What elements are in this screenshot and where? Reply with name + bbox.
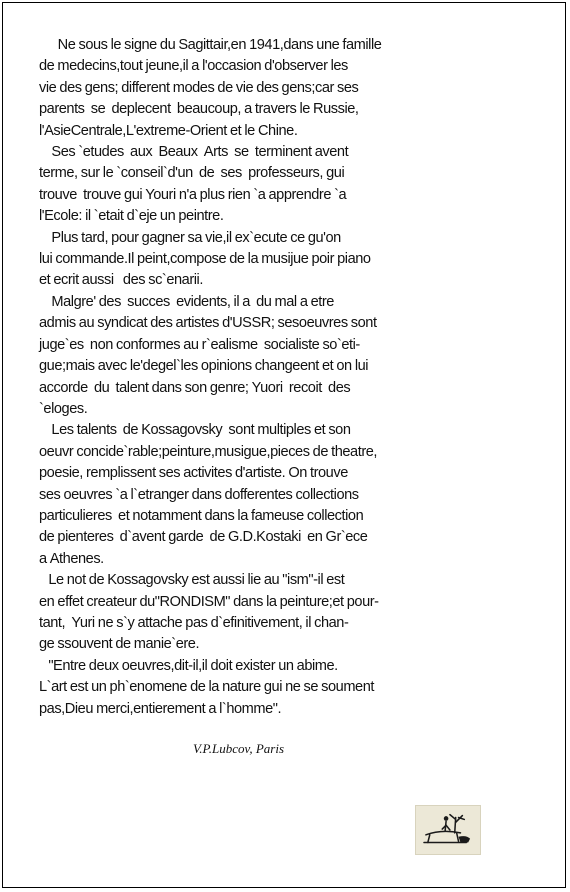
text-line: ses oeuvres `a l`etranger dans dofferentes collections xyxy=(39,486,359,503)
text-line: tant, Yuri ne s`y attache pas d`efinitivement, il chan- xyxy=(39,614,349,631)
text-line: de pienteres d`avent garde de G.D.Kostaki en Gr`ece xyxy=(39,529,368,546)
text-line: admis au syndicat des artistes d'USSR; sesoeuvres sont xyxy=(39,315,377,332)
text-line: ge ssouvent de manie`ere. xyxy=(39,636,200,653)
text-line: L`art est un ph`enomene de la nature gui ne se soument xyxy=(39,679,374,696)
text-line: parents se deplecent beaucoup, a travers le Russie, xyxy=(39,101,359,118)
text-line: `eloges. xyxy=(39,400,88,417)
text-line: poesie, remplissent ses activites d'artiste. On trouve xyxy=(39,465,348,482)
text-line: trouve trouve gui Youri n'a plus rien `a apprendre `a xyxy=(39,186,347,203)
emblem xyxy=(415,805,481,855)
text-line: pas,Dieu merci,entierement a l`homme". xyxy=(39,700,282,717)
text-line: particulieres et notamment dans la fameuse collection xyxy=(39,507,364,524)
text-line: oeuvr concide`rable;peinture,musigue,pieces de theatre, xyxy=(39,443,378,460)
text-line: et ecrit aussi des sc`enarii. xyxy=(39,272,203,289)
document-page xyxy=(2,2,566,888)
text-line: l'AsieCentrale,L'extreme-Orient et le Chine. xyxy=(39,122,298,139)
text-line: Malgre' des succes evidents, il a du mal a etre xyxy=(39,293,334,310)
signature: V.P.Lubcov, Paris xyxy=(193,741,285,756)
text-line: terme, sur le `conseil`d'un de ses professeurs, gui xyxy=(39,165,345,182)
text-line: juge`es non conformes au r`ealisme socialiste so`eti- xyxy=(39,336,360,353)
text-line: "Entre deux oeuvres,dit-il,il doit exister un abime. xyxy=(39,657,338,674)
text-line: vie des gens; different modes de vie des gens;car ses xyxy=(39,79,359,96)
text-line: accorde du talent dans son genre; Yuori recoit des xyxy=(39,379,351,396)
text-line: Ses `etudes aux Beaux Arts se terminent avent xyxy=(39,144,349,161)
text-line: lui commande.Il peint,compose de la musijue poir piano xyxy=(39,251,371,268)
body-text xyxy=(39,35,459,720)
text-line: en effet createur du"RONDISM" dans la peinture;et pour- xyxy=(39,593,379,610)
text-line: Plus tard, pour gagner sa vie,il ex`ecute ce gu'on xyxy=(39,229,341,246)
text-line: Les talents de Kossagovsky sont multiples et son xyxy=(39,422,351,439)
text-line: Le not de Kossagovsky est aussi lie au "ism"-il est xyxy=(39,572,345,589)
text-line: gue;mais avec le'degel`les opinions changeent et on lui xyxy=(39,358,369,375)
text-line: l'Ecole: il `etait d`eje un peintre. xyxy=(39,208,224,225)
text-line: de medecins,tout jeune,il a l'occasion d'observer les xyxy=(39,58,348,75)
text-line: Ne sous le signe du Sagittair,en 1941,dans une famille xyxy=(39,37,382,53)
figure-on-bench-icon xyxy=(416,806,480,854)
text-line: a Athenes. xyxy=(39,550,104,567)
